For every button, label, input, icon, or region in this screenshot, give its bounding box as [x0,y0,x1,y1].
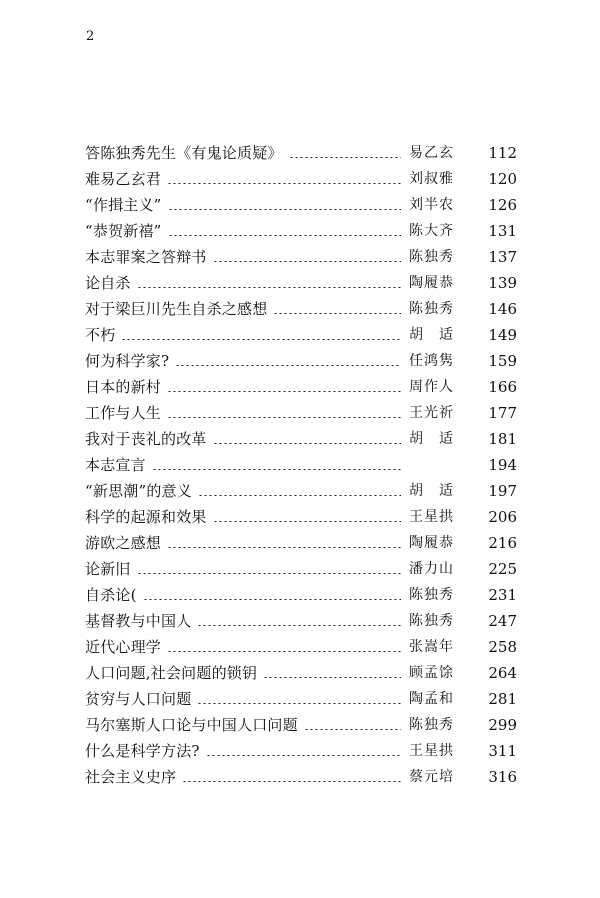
page-number: 2 [86,29,95,44]
dot-leader [213,261,401,262]
toc-entry [85,374,517,400]
dot-leader [167,391,401,392]
toc-entry [85,400,517,426]
toc-entry [85,556,517,582]
entry-title: 自杀论( [85,586,137,604]
dot-leader [263,677,401,678]
entry-author: 张嵩年 [409,639,454,655]
entry-title: 基督教与中国人 [85,612,192,630]
entry-title: 什么是科学方法? [85,742,200,760]
entry-title: 对于梁巨川先生自杀之感想 [85,300,268,318]
entry-page: 194 [488,456,517,474]
entry-page: 281 [488,690,517,708]
entry-page: 316 [488,768,517,786]
entry-author: 胡 适 [409,431,454,447]
dot-leader [197,703,401,704]
entry-title: “恭贺新禧” [85,222,162,240]
entry-page: 258 [488,638,517,656]
toc-entry [85,166,517,192]
entry-author: 潘力山 [409,561,454,577]
dot-leader [213,521,401,522]
entry-title: 马尔塞斯人口论与中国人口问题 [85,716,298,734]
dot-leader [167,651,401,652]
entry-author: 任鸿隽 [409,353,454,369]
toc-entry [85,478,517,504]
toc-entry [85,270,517,296]
toc-entry [85,530,517,556]
entry-page: 137 [488,248,517,266]
entry-page: 159 [488,352,517,370]
entry-author: 顾孟馀 [409,665,454,681]
entry-author: 陈独秀 [409,613,454,629]
entry-author: 陈独秀 [409,301,454,317]
dot-leader [168,235,401,236]
entry-page: 231 [488,586,517,604]
entry-author: 刘半农 [409,197,454,213]
entry-title: 不朽 [85,326,116,344]
dot-leader [121,339,401,340]
entry-page: 131 [488,222,517,240]
entry-page: 216 [488,534,517,552]
entry-page: 177 [488,404,517,422]
dot-leader [198,495,401,496]
entry-author: 王星拱 [409,743,454,759]
toc-entry [85,348,517,374]
dot-leader [197,625,401,626]
dot-leader [143,599,401,600]
dot-leader [289,157,401,158]
dot-leader [167,417,401,418]
entry-title: 社会主义史序 [85,768,177,786]
toc-entry [85,686,517,712]
dot-leader [152,469,401,470]
entry-author: 陈独秀 [409,587,454,603]
entry-author: 刘叔雅 [409,171,454,187]
entry-page: 146 [488,300,517,318]
entry-title: 我对于丧礼的改革 [85,430,207,448]
entry-author: 陶履恭 [409,275,454,291]
toc-entry [85,426,517,452]
entry-title: 本志宣言 [85,456,146,474]
entry-author: 陈独秀 [409,717,454,733]
entry-page: 166 [488,378,517,396]
dot-leader [182,781,401,782]
entry-title: 近代心理学 [85,638,162,656]
table-of-contents [85,140,517,790]
entry-title: 贫穷与人口问题 [85,690,192,708]
entry-title: 游欧之感想 [85,534,162,552]
entry-author: 胡 适 [409,483,454,499]
dot-leader [175,365,401,366]
toc-entry [85,738,517,764]
entry-page: 299 [488,716,517,734]
dot-leader [206,755,401,756]
entry-page: 139 [488,274,517,292]
entry-page: 206 [488,508,517,526]
entry-author: 蔡元培 [409,769,454,785]
toc-entry [85,764,517,790]
entry-title: “作揖主义” [85,196,162,214]
toc-entry [85,608,517,634]
dot-leader [167,547,401,548]
entry-title: 答陈独秀先生《有鬼论质疑》 [85,144,283,162]
entry-page: 126 [488,196,517,214]
entry-title: 科学的起源和效果 [85,508,207,526]
entry-page: 112 [488,144,517,162]
entry-title: 论新旧 [85,560,131,578]
entry-author: 周作人 [409,379,454,395]
toc-entry [85,296,517,322]
entry-page: 197 [488,482,517,500]
entry-title: 本志罪案之答辩书 [85,248,207,266]
entry-author: 王光祈 [409,405,454,421]
dot-leader [167,183,401,184]
toc-entry [85,582,517,608]
toc-entry [85,452,517,478]
entry-author: 胡 适 [409,327,454,343]
dot-leader [137,287,401,288]
toc-entry [85,634,517,660]
toc-entry [85,322,517,348]
entry-page: 149 [488,326,517,344]
toc-entry [85,140,517,166]
entry-author: 易乙玄 [409,145,454,161]
entry-author: 陈独秀 [409,249,454,265]
entry-author: 陈大齐 [409,223,454,239]
toc-entry [85,660,517,686]
entry-title: 何为科学家? [85,352,170,370]
entry-title: 论自杀 [85,274,131,292]
entry-title: 日本的新村 [85,378,162,396]
entry-page: 247 [488,612,517,630]
dot-leader [213,443,401,444]
entry-title: 人口问题,社会问题的锁钥 [85,664,258,682]
entry-page: 311 [488,742,517,760]
toc-entry [85,504,517,530]
entry-page: 120 [488,170,517,188]
entry-title: “新思潮”的意义 [85,482,192,500]
entry-page: 225 [488,560,517,578]
entry-title: 工作与人生 [85,404,162,422]
entry-author: 陶履恭 [409,535,454,551]
dot-leader [137,573,401,574]
entry-author: 王星拱 [409,509,454,525]
dot-leader [304,729,401,730]
toc-entry [85,244,517,270]
toc-entry [85,218,517,244]
entry-author: 陶孟和 [409,691,454,707]
toc-entry [85,192,517,218]
dot-leader [273,313,401,314]
toc-entry [85,712,517,738]
entry-page: 181 [488,430,517,448]
entry-title: 难易乙玄君 [85,170,162,188]
dot-leader [168,209,401,210]
entry-page: 264 [488,664,517,682]
